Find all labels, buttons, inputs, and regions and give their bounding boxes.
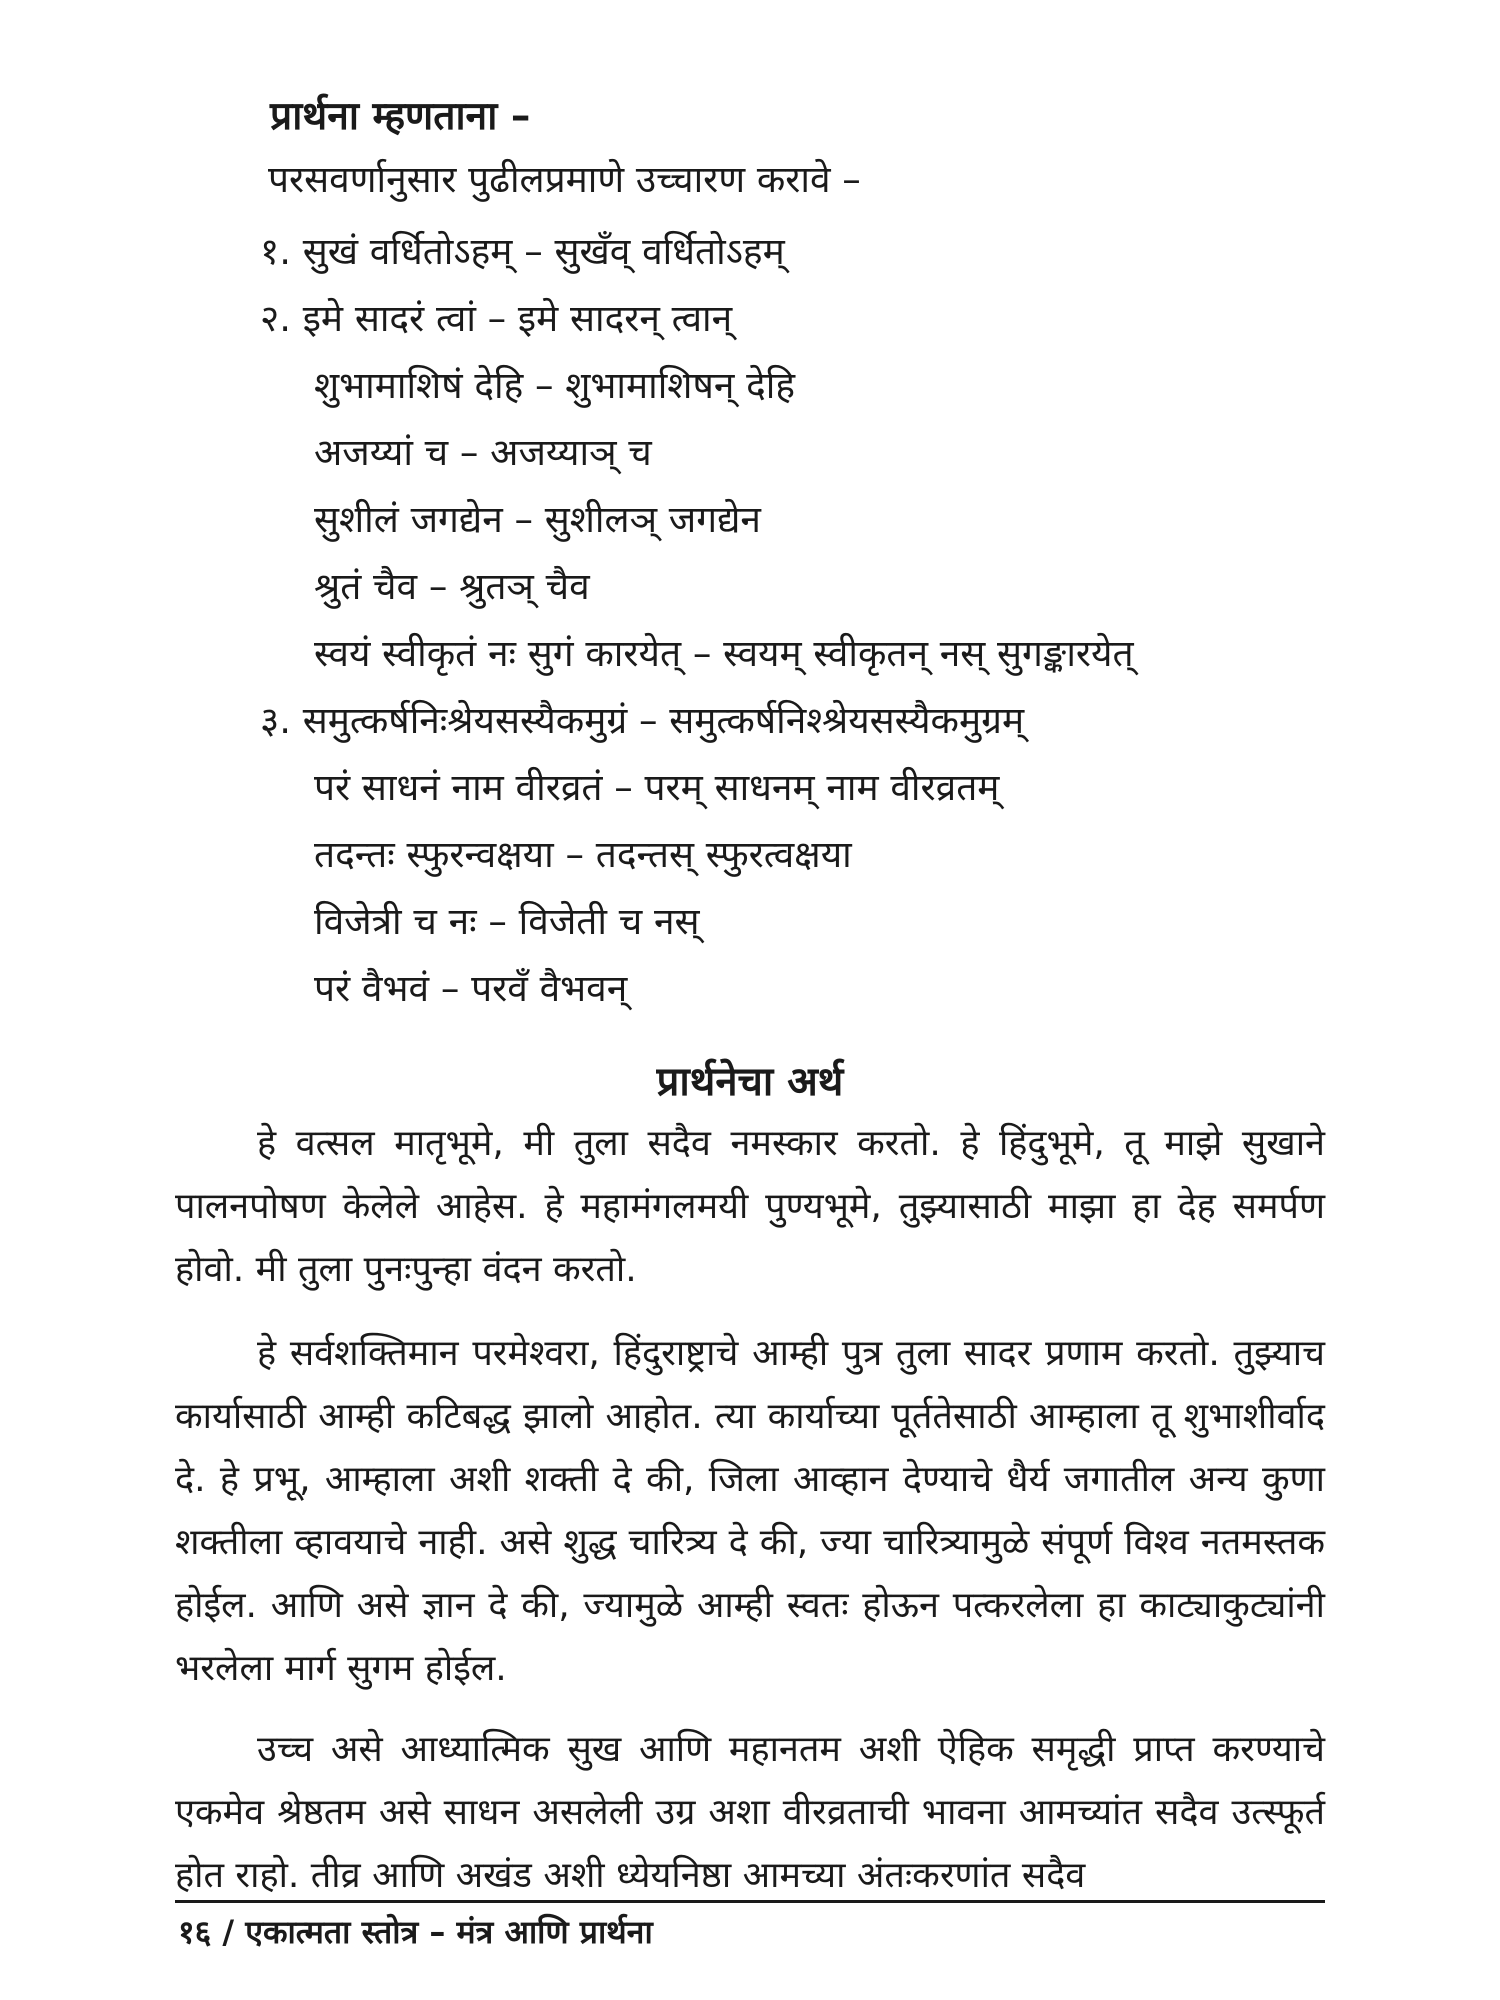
meaning-paragraph-1 xyxy=(175,1112,1325,1301)
rule-line-5: सुशीलं जगद्येन – सुशीलञ् जगद्येन xyxy=(314,498,761,541)
rule-line-1: १. सुखं वर्धितोऽहम् – सुखँव् वर्धितोऽहम् xyxy=(260,230,785,273)
paragraph-text: हे सर्वशक्तिमान परमेश्वरा, हिंदुराष्ट्राचे आम्ही पुत्र तुला सादर प्रणाम करतो. तुझ्याच कार्यासाठी आम्ही कटिबद्ध झालो आहोत. त्या कार्याच्या पूर्ततेसाठी आम्हाला तू शुभाशीर्वाद दे. हे प्रभू, आम्हाला अशी शक्ती दे की, जिला आव्हान देण्याचे धैर्य जगातील अन्य कुणा शक्तीला व्हावयाचे नाही. असे शुद्ध चारित्र्य दे की, ज्या चारित्र्यामुळे संपूर्ण विश्व नतमस्तक होईल. आणि असे ज्ञान दे की, ज्यामुळे आम्ही स्वतः होऊन पत्करलेला हा काट्याकुट्यांनी भरलेला मार्ग सुगम होईल. xyxy=(175,1333,1325,1689)
rule-line-10: तदन्तः स्फुरन्वक्षया – तदन्तस् स्फुरत्वक्षया xyxy=(314,833,852,876)
paragraph-text: उच्च असे आध्यात्मिक सुख आणि महानतम अशी ऐहिक समृद्धी प्राप्त करण्याचे एकमेव श्रेष्ठतम असे साधन असलेली उग्र अशा वीरव्रताची भावना आमच्यांत सदैव उत्स्फूर्त होत राहो. तीव्र आणि अखंड अशी ध्येयनिष्ठा आमच्या अंतःकरणांत सदैव xyxy=(175,1729,1325,1896)
intro-line: परसवर्णानुसार पुढीलप्रमाणे उच्चारण करावे – xyxy=(268,158,861,201)
page-heading: प्रार्थना म्हणताना – xyxy=(270,94,531,139)
rule-line-7: स्वयं स्वीकृतं नः सुगं कारयेत् – स्वयम् स्वीकृतन् नस् सुगङ्कारयेत् xyxy=(314,632,1134,675)
pronunciation-list xyxy=(260,218,1134,1022)
meaning-paragraph-3 xyxy=(175,1718,1325,1907)
rule-line-9: परं साधनं नाम वीरव्रतं – परम् साधनम् नाम वीरव्रतम् xyxy=(314,766,1000,809)
page-footer: १६ / एकात्मता स्तोत्र – मंत्र आणि प्रार्थना xyxy=(178,1913,653,1951)
rule-line-8: ३. समुत्कर्षनिःश्रेयसस्यैकमुग्रं – समुत्कर्षनिश्श्रेयसस्यैकमुग्रम् xyxy=(260,699,1025,742)
rule-line-11: विजेत्री च नः – विजेती च नस् xyxy=(314,900,700,943)
rule-line-12: परं वैभवं – परवँ वैभवन् xyxy=(314,967,628,1010)
rule-line-3: शुभामाशिषं देहि – शुभामाशिषन् देहि xyxy=(314,364,796,407)
rule-line-4: अजय्यां च – अजय्याञ् च xyxy=(314,431,652,474)
footer-divider xyxy=(175,1900,1325,1903)
paragraph-text: हे वत्सल मातृभूमे, मी तुला सदैव नमस्कार करतो. हे हिंदुभूमे, तू माझे सुखाने पालनपोषण केलेले आहेस. हे महामंगलमयी पुण्यभूमे, तुझ्यासाठी माझा हा देह समर्पण होवो. मी तुला पुनःपुन्हा वंदन करतो. xyxy=(175,1123,1325,1290)
section-title: प्रार्थनेचा अर्थ xyxy=(656,1059,844,1105)
rule-line-2: २. इमे सादरं त्वां – इमे सादरन् त्वान् xyxy=(260,297,733,340)
meaning-paragraph-2 xyxy=(175,1322,1325,1700)
rule-line-6: श्रुतं चैव – श्रुतञ् चैव xyxy=(314,565,590,608)
